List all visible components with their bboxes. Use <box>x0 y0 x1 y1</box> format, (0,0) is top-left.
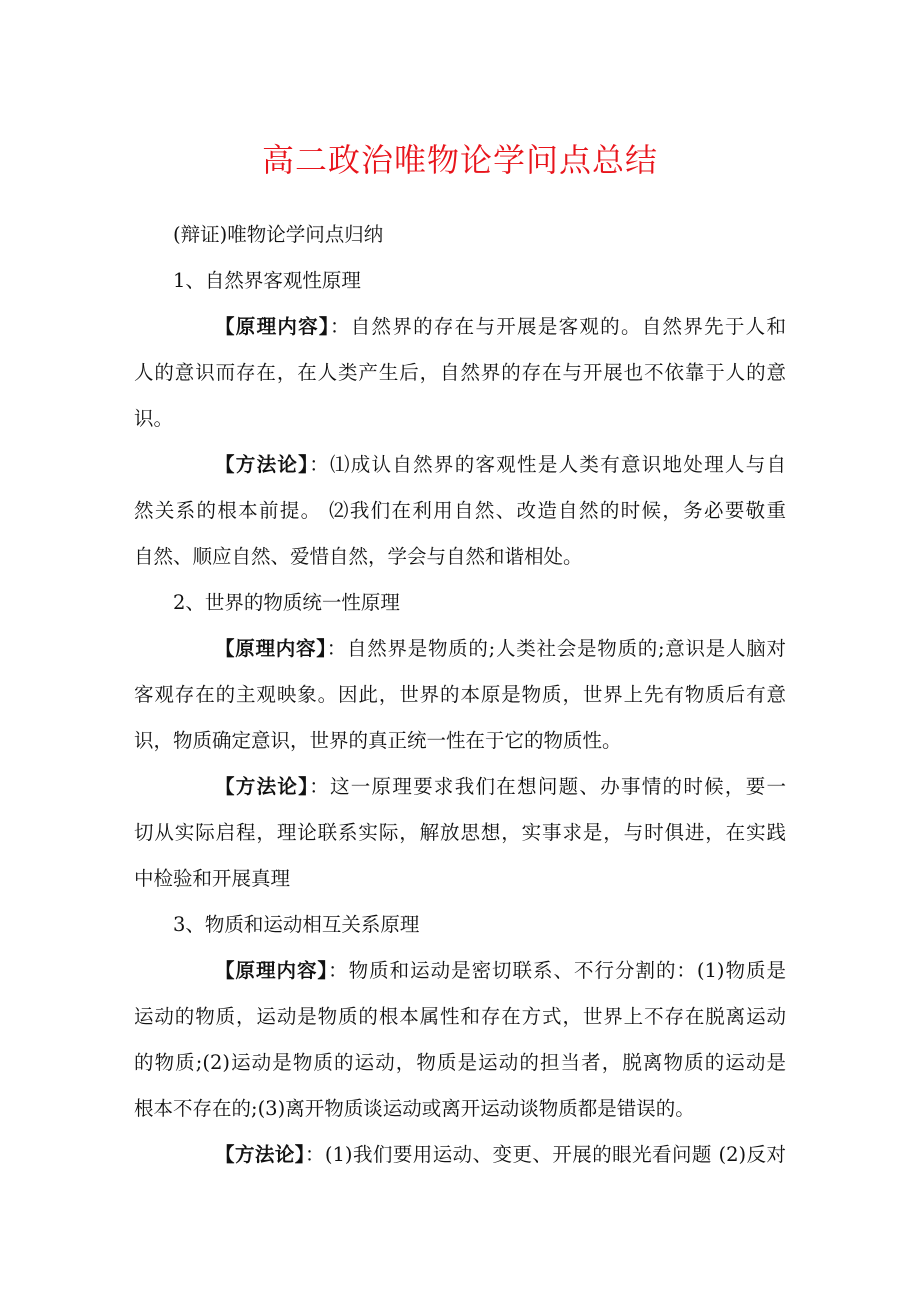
line-text: ：(1)我们要用运动、变更、开展的眼光看问题 (2)反对 <box>304 1143 786 1166</box>
text-line <box>134 672 786 718</box>
paragraph <box>134 1132 786 1178</box>
paragraph <box>134 442 786 580</box>
line-text: 切从实际启程，理论联系实际，解放思想，实事求是，与时俱进，在实践 <box>134 821 786 844</box>
text-line <box>134 350 786 396</box>
line-text: 1、自然界客观性原理 <box>173 269 361 292</box>
text-line <box>134 810 786 856</box>
paragraph-label: 【方法论】 <box>215 1143 305 1166</box>
document-title: 高二政治唯物论学问点总结 <box>261 141 658 179</box>
line-text: 3、物质和运动相互关系原理 <box>173 913 420 936</box>
text-line <box>134 580 786 626</box>
text-line <box>134 1086 786 1132</box>
text-line <box>134 212 786 258</box>
paragraph <box>134 764 786 902</box>
text-line <box>134 718 786 764</box>
paragraph <box>134 626 786 764</box>
text-line <box>134 488 786 534</box>
line-text: 2、世界的物质统一性原理 <box>173 591 400 614</box>
text-line <box>134 902 786 948</box>
document-body <box>134 212 786 1178</box>
line-text: 识。 <box>134 407 174 430</box>
line-text: ：自然界的存在与开展是客观的。自然界先于人和 <box>329 315 786 338</box>
line-text: 根本不存在的;(3)离开物质谈运动或离开运动谈物质都是错误的。 <box>134 1097 695 1120</box>
line-text: 然关系的根本前提。 ⑵我们在利用自然、改造自然的时候，务必要敬重 <box>134 499 786 522</box>
line-text: 自然、顺应自然、爱惜自然，学会与自然和谐相处。 <box>134 545 583 568</box>
text-line <box>134 994 786 1040</box>
line-text: ：物质和运动是密切联系、不行分割的：(1)物质是 <box>328 959 786 982</box>
line-text: 识，物质确定意识，世界的真正统一性在于它的物质性。 <box>134 729 622 752</box>
line-text: 的物质;(2)运动是物质的运动，物质是运动的担当者，脱离物质的运动是 <box>134 1051 786 1074</box>
paragraph-label: 【方法论】 <box>215 775 310 798</box>
text-line <box>134 948 786 994</box>
text-line <box>134 626 786 672</box>
paragraph-label: 【原理内容】 <box>215 959 329 982</box>
line-text: 客观存在的主观映象。因此，世界的本原是物质，世界上先有物质后有意 <box>134 683 786 706</box>
line-text: 人的意识而存在，在人类产生后，自然界的存在与开展也不依靠于人的意 <box>134 361 786 384</box>
text-line <box>134 1132 786 1178</box>
line-text: 中检验和开展真理 <box>134 867 291 890</box>
text-line <box>134 534 786 580</box>
section-heading <box>134 212 786 258</box>
section-heading <box>134 258 786 304</box>
paragraph <box>134 304 786 442</box>
line-text: 运动的物质，运动是物质的根本属性和存在方式，世界上不存在脱离运动 <box>134 1005 786 1028</box>
line-text: ：⑴成认自然界的客观性是人类有意识地处理人与自 <box>309 453 786 476</box>
line-text: (辩证)唯物论学问点归纳 <box>173 223 384 246</box>
text-line <box>134 258 786 304</box>
text-line <box>134 1040 786 1086</box>
section-heading <box>134 902 786 948</box>
text-line <box>134 764 786 810</box>
section-heading <box>134 580 786 626</box>
text-line <box>134 856 786 902</box>
paragraph-label: 【方法论】 <box>215 453 310 476</box>
paragraph <box>134 948 786 1132</box>
text-line <box>134 442 786 488</box>
line-text: ：这一原理要求我们在想问题、办事情的时候，要一 <box>309 775 786 798</box>
text-line <box>134 396 786 442</box>
paragraph-label: 【原理内容】 <box>215 637 327 660</box>
paragraph-label: 【原理内容】 <box>215 315 330 338</box>
text-line <box>134 304 786 350</box>
line-text: ：自然界是物质的;人类社会是物质的;意识是人脑对 <box>326 637 786 660</box>
